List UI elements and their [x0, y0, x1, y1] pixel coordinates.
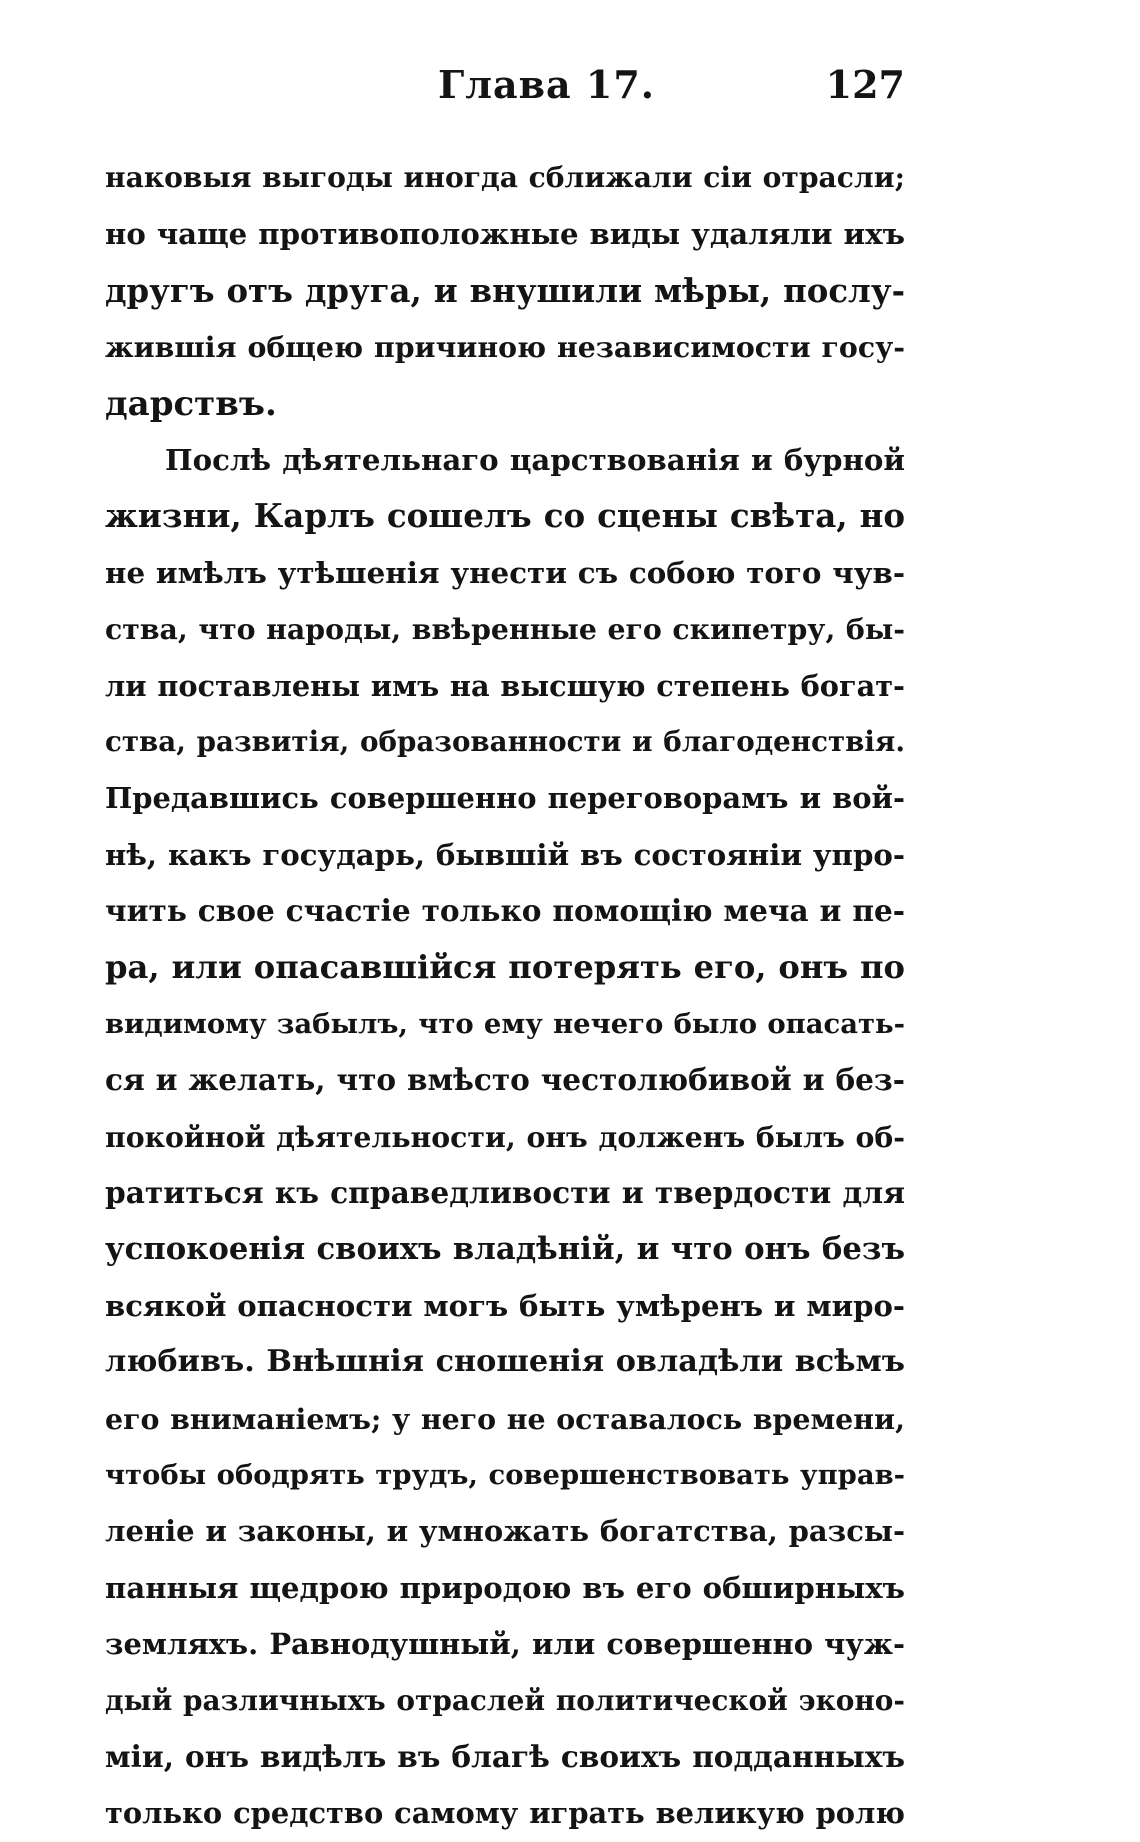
text-line: нѣ, какъ государь, бывшiй въ состоянiи упро-: [105, 837, 905, 872]
text-line: дый различныхъ отраслей политической эконо-: [105, 1683, 905, 1717]
text-line: панныя щедрою природою въ его обширныхъ: [105, 1570, 905, 1605]
text-line: ства, что народы, ввѣренные его скипетру, бы-: [105, 612, 905, 647]
text-line: всякой опасности могъ быть умѣренъ и миро-: [105, 1288, 905, 1323]
text-line: покойной дѣятельности, онъ долженъ былъ об-: [105, 1119, 905, 1154]
body-text: [105, 150, 905, 1842]
text-line: ся и желать, что вмѣсто честолюбивой и без-: [105, 1062, 905, 1098]
text-line: другъ отъ друга, и внушили мѣры, послу-: [105, 271, 905, 310]
text-line: Предавшись совершенно переговорамъ и вой-: [105, 781, 905, 816]
text-line: жившiя общею причиною независимости госу-: [105, 330, 905, 365]
text-line: любивъ. Внѣшнiя сношенiя овладѣли всѣмъ: [105, 1344, 905, 1380]
text-line: но чаще противоположные виды удаляли ихъ: [105, 217, 905, 252]
text-line: ратиться къ справедливости и твердости для: [105, 1175, 905, 1211]
text-line: не имѣлъ утѣшенiя унести съ собою того чув-: [105, 554, 905, 590]
text-line: его вниманiемъ; у него не оставалось времени,: [105, 1401, 905, 1436]
text-line: ли поставлены имъ на высшую степень богат-: [105, 668, 905, 703]
text-line: ства, развитiя, образованности и благоденствiя.: [105, 724, 905, 758]
text-line: мiи, онъ видѣлъ въ благѣ своихъ подданныхъ: [105, 1738, 905, 1774]
text-line: жизни, Карлъ сошелъ со сцены свѣта, но: [105, 497, 905, 536]
text-line: земляхъ. Равнодушный, или совершенно чуж-: [105, 1627, 905, 1662]
text-line: только средство самому играть великую ролю: [105, 1796, 905, 1831]
text-line: чить свое счастiе только помощiю меча и пе-: [105, 893, 905, 929]
text-line: чтобы ободрять трудъ, совершенствовать управ-: [105, 1458, 905, 1491]
paragraph-start-line: Послѣ дѣятельнаго царствованiя и бурной: [165, 442, 905, 477]
running-head: [105, 62, 905, 118]
text-line: видимому забылъ, что ему нечего было опасать-: [105, 1007, 905, 1040]
text-line: ленiе и законы, и умножать богатства, разсы-: [105, 1514, 905, 1549]
text-line: дарствъ.: [105, 383, 277, 424]
text-line: наковыя выгоды иногда сближали сiи отрасли;: [105, 161, 905, 194]
chapter-heading: Глава 17.: [438, 62, 656, 107]
text-line: ра, или опасавшiйся потерять его, онъ по: [105, 948, 905, 987]
text-line: успокоенiя своихъ владѣнiй, и что онъ безъ: [105, 1231, 905, 1268]
page-number: 127: [825, 62, 905, 107]
